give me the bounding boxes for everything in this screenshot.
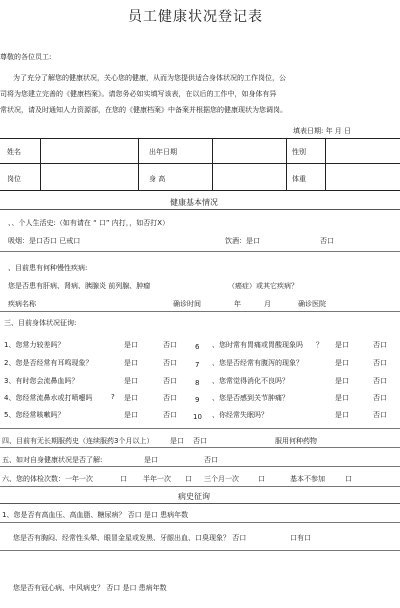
intro-line-2: 司将为您建立完善的《健康档案》。请您务必如实填写该表，在以后的工作中，如身体有异 (0, 90, 277, 98)
s3-q1: 1、您常力较差吗？ (4, 341, 65, 349)
section-basic-title: 健康基本情况 (170, 198, 218, 207)
history-q2-yes: 口有口 (290, 534, 311, 542)
s3-q9-yes: 是口 (335, 394, 349, 402)
s3-q3-yes: 是口 (124, 377, 138, 385)
s6-opt2: 半年一次 (143, 475, 171, 483)
s3-q6: 、您时常有胃痛或胃酸现象吗 (212, 341, 303, 349)
section-divider (0, 209, 400, 210)
s3-q10-num: 10 (193, 413, 202, 421)
s1-drink: 饮酒：是口 (225, 237, 260, 245)
section-divider (0, 447, 400, 448)
position-label: 岗位 (7, 175, 21, 183)
s3-q8-no: 否口 (373, 377, 387, 385)
s2-cancer-note: （癌症）或其它疾病？ (228, 282, 298, 290)
s3-q7: 、您是否经常有腹泻的现象？ (212, 359, 303, 367)
s3-q5-no: 否口 (163, 411, 177, 419)
section-divider (0, 251, 400, 252)
s3-q10-yes: 是口 (335, 411, 349, 419)
s2-col-month: 月 (264, 300, 271, 308)
s3-q9-no: 否口 (373, 394, 387, 402)
fill-date: 填表日期: 年 月 日 (293, 127, 352, 135)
table-line (0, 190, 400, 191)
section-divider (0, 522, 400, 523)
section-divider (0, 486, 400, 487)
s4-med: 服用何种药物 (275, 437, 317, 445)
s5-no: 否口 (204, 456, 218, 464)
s2-col-year: 年 (234, 300, 241, 308)
s3-q4-yes: 是口 (124, 394, 138, 402)
s3-q7-no: 否口 (373, 359, 387, 367)
s3-q9-num: 9 (195, 396, 200, 404)
s3-q3-no: 否口 (163, 377, 177, 385)
s3-q6-no: 否口 (373, 341, 387, 349)
section-divider (0, 311, 400, 312)
table-line (325, 138, 326, 190)
s1-title: 、、个人生活史:（如有请在 “ 口” 内打，，如否打X） (8, 219, 170, 227)
birth-label: 出年日期 (149, 148, 177, 156)
s3-q4-no: 否口 (163, 394, 177, 402)
s6-text: 六、您的体检次数：一年一次 (2, 475, 93, 483)
height-label: 身 高 (149, 175, 166, 183)
s3-q4: 4、您经常流鼻水或打喷嚏吗 (4, 394, 93, 402)
intro-line-1: 为了充分了解您的健康状况，关心您的健康，从而为您提供适合身体状况的工作岗位，公 (13, 74, 286, 82)
s3-q2-yes: 是口 (124, 359, 138, 367)
s6-opt2-box: 口 (185, 475, 192, 483)
s6-opt4-box: 口 (345, 475, 352, 483)
s3-title: 三、目前身体状况征询: (4, 319, 77, 327)
greeting: 尊敬的各位员工: (0, 53, 52, 61)
s3-q6-mark: ？ (316, 341, 323, 349)
s5-text: 五、如对自身健康状况是否了解: (2, 456, 103, 464)
s3-q8: 、您常觉得消化不良吗？ (212, 377, 289, 385)
section-history-title: 病史征询 (178, 492, 210, 501)
s2-question: 您是否患有肝病、肾病、胰腺炎 前列腺、肿瘤 (8, 282, 151, 290)
s3-q6-yes: 是口 (335, 341, 349, 349)
section-divider (0, 428, 400, 429)
s6-opt4: 基本不参加 (290, 475, 325, 483)
table-line (0, 138, 400, 139)
s1-smoke: 吸烟：是口否口 已戒口 (8, 237, 81, 245)
s5-yes: 是口 (144, 456, 158, 464)
s6-opt3: 三个月一次 (204, 475, 239, 483)
s2-title: 、目前患有何种慢性疾病: (8, 264, 88, 272)
history-q2: 您是否有胸闷、经常性头晕、眼冒金星或发黑、牙龈出血、口臭现象？ 否口 (13, 534, 247, 542)
page-title: 员工健康状况登记表 (128, 9, 263, 25)
s1-drink-no: 否口 (320, 237, 334, 245)
s3-q2: 2、您是否经常有耳鸣现象？ (4, 359, 93, 367)
history-q3: 您是否有冠心病、中风病史？ 否口 是口 患病年数 (13, 584, 167, 592)
s3-q10: 、你经常失眠吗？ (212, 411, 268, 419)
s4-text: 四、目前有无长期服药史（连续服药3个月以上） (2, 437, 154, 445)
s6-opt3-box: 口 (258, 475, 265, 483)
s3-q2-no: 否口 (163, 359, 177, 367)
table-line (286, 138, 287, 190)
s3-q6-num: 6 (195, 343, 200, 351)
table-line (212, 138, 213, 190)
s4-no: 否口 (193, 437, 207, 445)
s3-q5: 5、您经常咳嗽吗？ (4, 411, 65, 419)
weight-label: 体重 (292, 175, 306, 183)
table-line (0, 163, 400, 164)
section-divider (0, 503, 400, 504)
s2-col-name: 疾病名称 (8, 300, 36, 308)
table-line (138, 138, 139, 190)
s3-q3: 3、有时您会流鼻血吗？ (4, 377, 79, 385)
history-q1: 1、您是否有高血压、高血脂、糖尿病？ 否口 是口 患病年数 (2, 511, 189, 519)
section-divider (0, 550, 400, 551)
s3-q5-yes: 是口 (124, 411, 138, 419)
s3-q7-num: 7 (195, 361, 200, 369)
s3-q8-num: 8 (195, 379, 200, 387)
s4-yes: 是口 (170, 437, 184, 445)
gender-label: 性别 (292, 148, 306, 156)
name-label: 姓名 (7, 148, 21, 156)
s3-q10-no: 否口 (373, 411, 387, 419)
s3-q4-mark: ? (111, 393, 115, 401)
s3-q7-yes: 是口 (335, 359, 349, 367)
section-divider (0, 466, 400, 467)
s3-q9: 、您是否感到关节肿痛？ (212, 394, 289, 402)
s2-col-date: 确诊时间 (173, 300, 201, 308)
s2-col-hospital: 确诊医院 (298, 300, 326, 308)
s6-opt1-box: 口 (120, 475, 127, 483)
s3-q1-yes: 是口 (124, 341, 138, 349)
s3-q8-yes: 是口 (335, 377, 349, 385)
table-line (40, 138, 41, 190)
s3-q1-no: 否口 (163, 341, 177, 349)
intro-line-3: 常状况，请及时通知人力资源部，在您的《健康档案》中备案并根据您的健康现状为您调岗。 (0, 106, 287, 114)
